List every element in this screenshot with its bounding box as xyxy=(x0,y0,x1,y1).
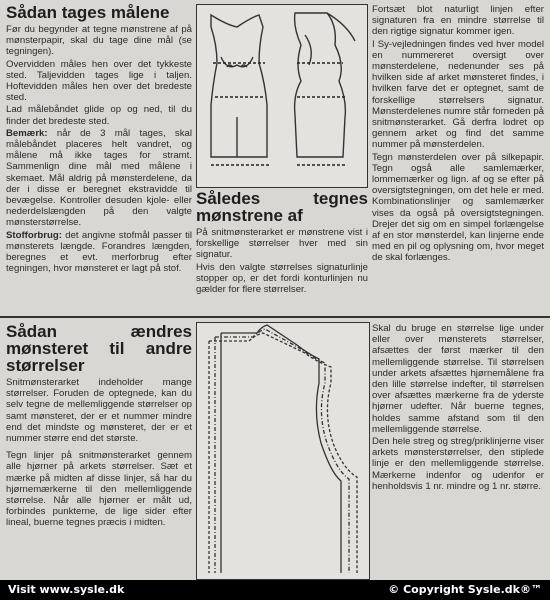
measurements-widths: Overvidden måles hen over det tykkeste sted. Taljevidden tages lige i taljen. Hoftevidden måles hen over det bredeste sted. xyxy=(6,58,192,104)
resizing-continued-section xyxy=(372,323,544,493)
note-text: når de 3 mål tages, skal målebåndet placeres helt vandret, og målene må ikke tages for stramt. Sammenlign dine mål med målene i skemaet. Mål aldrig på mønsterdelene, da der i disse er beregnet ekstravidde til bevægelse. Kontroller desuden kjole- eller nederdelslængden på den valgte mønsterstørrelse. xyxy=(6,127,192,229)
resizing-p2: Tegn linjer på snitmønsterarket gennem alle hjørner på arkets størrelser. Sæt et mærke på midten af disse linjer, så har du hjørnemærkerne til den mellemliggende størrelse. Når alle hjørner er målt ud, forbindes punkterne, de lige sider efter lineal, buerne tegnes præcis i midten. xyxy=(6,450,192,529)
pattern-lines-drawing xyxy=(197,323,369,579)
tracing-p1: På snitmønsterarket er mønstrene vist i forskellige størrelser hver med sin signatur. xyxy=(196,227,368,261)
note-label: Bemærk: xyxy=(6,127,48,139)
tracing-continued-p1: Fortsæt blot naturligt linjen efter signaturen fra en mindre størrelse til den rigtige signatur kommer igen. xyxy=(372,4,544,38)
resizing-section xyxy=(6,323,192,530)
footer-bar xyxy=(0,580,550,600)
tracing-continued-p3: Tegn mønsterdelen over på silkepapir. Tegn også alle samlemærker, lommemærker og lign. af og se efter på oversigtstegningen, om det hele er med. Kombinationslinjer og samlemærker vises da også på oversigtstegningen. Drejer det sig om en simpel forlængelse af en stor mønsterdel, kan linjerne ende med en pil og oplysning om, hvor meget de skal forlænges. xyxy=(372,151,544,264)
tracing-title: Således tegnes mønstrene af xyxy=(196,189,368,225)
tracing-continued-p2: I Sy-vejledningen findes ved hver model en nummereret oversigt over mønsterdelene, nedenunder ses på hvilken side af arket mønsteret findes, i hvilken farve det er optegnet, samt de forskellige størrelsers signatur. Mønsterdelenes numre står forneden på snitmønsterarket. Gå derfra lodret op gennem arket og find det samme nummer på mønsterdelen. xyxy=(372,38,544,151)
resizing-continued-p1: Skal du bruge en størrelse lige under eller over mønsterets størrelser, afsættes der først mærker til den mellemliggende størrelse. Til størrelsen under arkets afsættes hjørnemålene fra den lille størrelse indefter, til størrelsen over afsættes mærkerne fra de yderste hjørner udefter. Når buerne tegnes, holdes samme afstand som til den mellemliggende størrelse. xyxy=(372,323,544,435)
resizing-continued-p2: Den hele streg og streg/priklinjerne viser arkets mønsterstørrelser, den stiplede linje er den mellemliggende størrelse. Mærkerne indenfor og udenfor er henholdsvis 1 nr. mindre og 1 nr. større. xyxy=(372,436,544,492)
measurements-fabric xyxy=(6,230,192,275)
resizing-title: Sådan ændres mønsteret til andre størrelser xyxy=(6,322,192,375)
measurements-intro: Før du begynder at tegne mønstrene af på mønsterpapir, skal du tage dine mål (se tegningen). xyxy=(6,24,192,58)
section-divider xyxy=(0,316,550,318)
measurements-note xyxy=(6,128,192,229)
resizing-p1: Snitmønsterarket indeholder mange størrelser. Foruden de optegnede, kan du selv tegne de mellemliggende størrelser op samt mønsteret, der er et nummer mindre end det mindste og mønsteret, der er et nummer større end det største. xyxy=(6,377,192,445)
pattern-resizing-diagram xyxy=(196,322,370,580)
tracing-continued-section xyxy=(372,4,544,265)
fabric-text: det angivne stofmål passer til mønsterets længde. Forandres længden, beregnes et evt. merforbrug efter tegningen, hvor mønsteret er lagt på stof. xyxy=(6,229,192,275)
fabric-label: Stofforbrug: xyxy=(6,229,62,241)
footer-copyright: © Copyright Sysle.dk®™ xyxy=(388,583,542,596)
measurements-title: Sådan tages målene xyxy=(6,3,170,22)
tracing-section xyxy=(196,190,368,296)
body-figures-drawing xyxy=(197,5,367,187)
footer-visit-link[interactable]: Visit www.sysle.dk xyxy=(8,583,125,596)
tracing-p2: Hvis den valgte størrelses signaturlinje stopper op, er det fordi konturlinjen nu gælder for flere størrelser. xyxy=(196,261,368,296)
body-measurement-illustration xyxy=(196,4,368,188)
measurements-tape: Lad målebåndet glide op og ned, til du finder det bredeste sted. xyxy=(6,104,192,127)
measurements-section xyxy=(6,4,192,275)
